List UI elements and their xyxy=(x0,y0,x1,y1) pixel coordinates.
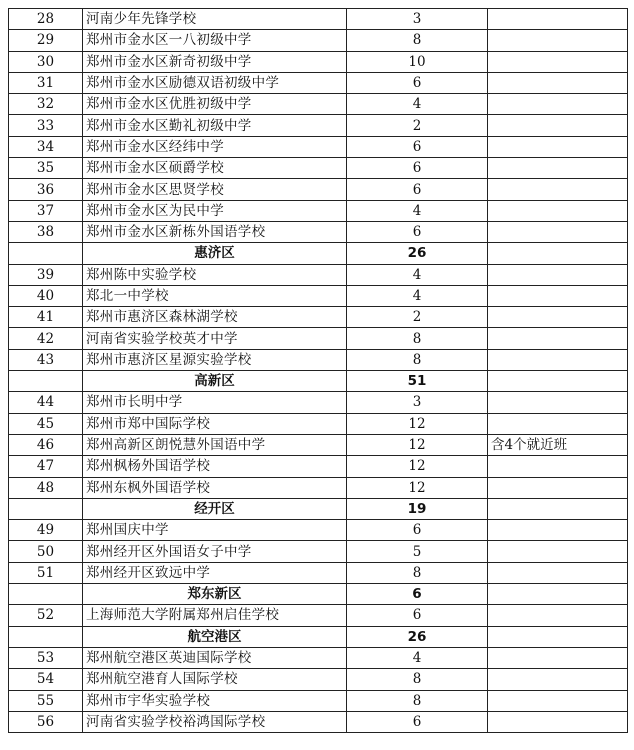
school-quota-table xyxy=(8,8,628,733)
quota-count: 8 xyxy=(347,562,488,583)
quota-count: 3 xyxy=(347,392,488,413)
note-cell xyxy=(488,477,628,498)
note-cell xyxy=(488,30,628,51)
table-row xyxy=(9,136,628,157)
table-row xyxy=(9,158,628,179)
quota-count: 3 xyxy=(347,9,488,30)
school-name: 郑州市金水区新奇初级中学 xyxy=(83,51,347,72)
school-name: 郑州市金水区优胜初级中学 xyxy=(83,94,347,115)
table-row xyxy=(9,711,628,732)
note-cell xyxy=(488,584,628,605)
row-number: 44 xyxy=(9,392,83,413)
school-name: 郑州市郑中国际学校 xyxy=(83,413,347,434)
quota-count: 2 xyxy=(347,115,488,136)
district-total: 6 xyxy=(347,584,488,605)
table-row xyxy=(9,456,628,477)
note-cell xyxy=(488,669,628,690)
row-number: 34 xyxy=(9,136,83,157)
quota-count: 8 xyxy=(347,30,488,51)
note-cell xyxy=(488,9,628,30)
school-name: 郑州市惠济区星源实验学校 xyxy=(83,349,347,370)
table-body xyxy=(9,9,628,733)
row-number: 36 xyxy=(9,179,83,200)
row-number: 30 xyxy=(9,51,83,72)
school-name: 郑州国庆中学 xyxy=(83,520,347,541)
table-row xyxy=(9,115,628,136)
note-cell xyxy=(488,392,628,413)
quota-count: 6 xyxy=(347,605,488,626)
row-number: 32 xyxy=(9,94,83,115)
school-name: 郑州经开区外国语女子中学 xyxy=(83,541,347,562)
row-number: 56 xyxy=(9,711,83,732)
school-name: 河南省实验学校裕鸿国际学校 xyxy=(83,711,347,732)
school-name: 郑州经开区致远中学 xyxy=(83,562,347,583)
note-cell xyxy=(488,456,628,477)
row-number: 45 xyxy=(9,413,83,434)
note-cell xyxy=(488,307,628,328)
quota-count: 4 xyxy=(347,264,488,285)
quota-count: 4 xyxy=(347,285,488,306)
quota-count: 12 xyxy=(347,434,488,455)
note-cell xyxy=(488,711,628,732)
school-name: 郑州航空港区英迪国际学校 xyxy=(83,647,347,668)
row-number: 49 xyxy=(9,520,83,541)
number-cell xyxy=(9,243,83,264)
note-cell xyxy=(488,498,628,519)
note-cell xyxy=(488,371,628,392)
quota-count: 4 xyxy=(347,647,488,668)
row-number: 39 xyxy=(9,264,83,285)
district-row xyxy=(9,584,628,605)
row-number: 47 xyxy=(9,456,83,477)
school-name: 上海师范大学附属郑州启佳学校 xyxy=(83,605,347,626)
row-number: 43 xyxy=(9,349,83,370)
row-number: 35 xyxy=(9,158,83,179)
quota-count: 2 xyxy=(347,307,488,328)
row-number: 33 xyxy=(9,115,83,136)
school-name: 郑州市金水区一八初级中学 xyxy=(83,30,347,51)
note-cell: 含4个就近班 xyxy=(488,434,628,455)
quota-count: 4 xyxy=(347,94,488,115)
table-row xyxy=(9,9,628,30)
note-cell xyxy=(488,413,628,434)
note-cell xyxy=(488,72,628,93)
school-name: 郑州枫杨外国语学校 xyxy=(83,456,347,477)
table-row xyxy=(9,51,628,72)
district-name: 郑东新区 xyxy=(83,584,347,605)
table-row xyxy=(9,285,628,306)
table-row xyxy=(9,72,628,93)
district-total: 19 xyxy=(347,498,488,519)
row-number: 53 xyxy=(9,647,83,668)
quota-count: 6 xyxy=(347,136,488,157)
school-name: 郑州市金水区勤礼初级中学 xyxy=(83,115,347,136)
table-row xyxy=(9,434,628,455)
quota-count: 8 xyxy=(347,328,488,349)
row-number: 55 xyxy=(9,690,83,711)
note-cell xyxy=(488,605,628,626)
quota-count: 10 xyxy=(347,51,488,72)
school-name: 郑州市金水区励德双语初级中学 xyxy=(83,72,347,93)
row-number: 51 xyxy=(9,562,83,583)
table-row xyxy=(9,690,628,711)
school-name: 郑州市金水区为民中学 xyxy=(83,200,347,221)
school-name: 郑州市宇华实验学校 xyxy=(83,690,347,711)
row-number: 37 xyxy=(9,200,83,221)
school-name: 郑州市金水区新栋外国语学校 xyxy=(83,221,347,242)
note-cell xyxy=(488,562,628,583)
table-row xyxy=(9,392,628,413)
district-name: 惠济区 xyxy=(83,243,347,264)
school-name: 郑州市金水区思贤学校 xyxy=(83,179,347,200)
table-row xyxy=(9,349,628,370)
note-cell xyxy=(488,647,628,668)
quota-count: 8 xyxy=(347,669,488,690)
district-name: 经开区 xyxy=(83,498,347,519)
district-row xyxy=(9,371,628,392)
table-row xyxy=(9,328,628,349)
note-cell xyxy=(488,264,628,285)
table-row xyxy=(9,541,628,562)
school-name: 郑州市金水区硕爵学校 xyxy=(83,158,347,179)
number-cell xyxy=(9,626,83,647)
note-cell xyxy=(488,349,628,370)
quota-count: 8 xyxy=(347,349,488,370)
school-name: 郑州市惠济区森林湖学校 xyxy=(83,307,347,328)
table-row xyxy=(9,477,628,498)
note-cell xyxy=(488,541,628,562)
quota-count: 6 xyxy=(347,179,488,200)
note-cell xyxy=(488,179,628,200)
note-cell xyxy=(488,285,628,306)
district-total: 51 xyxy=(347,371,488,392)
note-cell xyxy=(488,136,628,157)
school-name: 郑北一中学校 xyxy=(83,285,347,306)
table-row xyxy=(9,562,628,583)
row-number: 31 xyxy=(9,72,83,93)
number-cell xyxy=(9,584,83,605)
school-name: 郑州航空港育人国际学校 xyxy=(83,669,347,690)
school-name: 郑州市长明中学 xyxy=(83,392,347,413)
row-number: 28 xyxy=(9,9,83,30)
school-name: 河南少年先锋学校 xyxy=(83,9,347,30)
table-row xyxy=(9,647,628,668)
district-row xyxy=(9,243,628,264)
table-row xyxy=(9,605,628,626)
number-cell xyxy=(9,498,83,519)
table-row xyxy=(9,200,628,221)
district-total: 26 xyxy=(347,626,488,647)
row-number: 29 xyxy=(9,30,83,51)
note-cell xyxy=(488,158,628,179)
school-name: 郑州东枫外国语学校 xyxy=(83,477,347,498)
school-name: 郑州高新区朗悦慧外国语中学 xyxy=(83,434,347,455)
table-row xyxy=(9,264,628,285)
row-number: 50 xyxy=(9,541,83,562)
row-number: 38 xyxy=(9,221,83,242)
note-cell xyxy=(488,51,628,72)
note-cell xyxy=(488,328,628,349)
note-cell xyxy=(488,690,628,711)
school-name: 郑州陈中实验学校 xyxy=(83,264,347,285)
table-row xyxy=(9,94,628,115)
row-number: 41 xyxy=(9,307,83,328)
district-row xyxy=(9,498,628,519)
quota-count: 12 xyxy=(347,456,488,477)
table-row xyxy=(9,669,628,690)
quota-count: 6 xyxy=(347,520,488,541)
table-row xyxy=(9,307,628,328)
quota-count: 6 xyxy=(347,711,488,732)
note-cell xyxy=(488,115,628,136)
district-row xyxy=(9,626,628,647)
note-cell xyxy=(488,243,628,264)
note-cell xyxy=(488,520,628,541)
row-number: 48 xyxy=(9,477,83,498)
row-number: 40 xyxy=(9,285,83,306)
table-row xyxy=(9,413,628,434)
quota-count: 5 xyxy=(347,541,488,562)
quota-count: 6 xyxy=(347,158,488,179)
row-number: 46 xyxy=(9,434,83,455)
table-row xyxy=(9,179,628,200)
row-number: 42 xyxy=(9,328,83,349)
quota-count: 8 xyxy=(347,690,488,711)
table-row xyxy=(9,520,628,541)
table-row xyxy=(9,30,628,51)
quota-count: 6 xyxy=(347,72,488,93)
district-name: 航空港区 xyxy=(83,626,347,647)
table-row xyxy=(9,221,628,242)
quota-count: 4 xyxy=(347,200,488,221)
note-cell xyxy=(488,200,628,221)
quota-count: 12 xyxy=(347,477,488,498)
quota-count: 6 xyxy=(347,221,488,242)
school-name: 郑州市金水区经纬中学 xyxy=(83,136,347,157)
number-cell xyxy=(9,371,83,392)
district-name: 高新区 xyxy=(83,371,347,392)
note-cell xyxy=(488,626,628,647)
quota-count: 12 xyxy=(347,413,488,434)
note-cell xyxy=(488,94,628,115)
row-number: 54 xyxy=(9,669,83,690)
school-name: 河南省实验学校英才中学 xyxy=(83,328,347,349)
district-total: 26 xyxy=(347,243,488,264)
note-cell xyxy=(488,221,628,242)
row-number: 52 xyxy=(9,605,83,626)
